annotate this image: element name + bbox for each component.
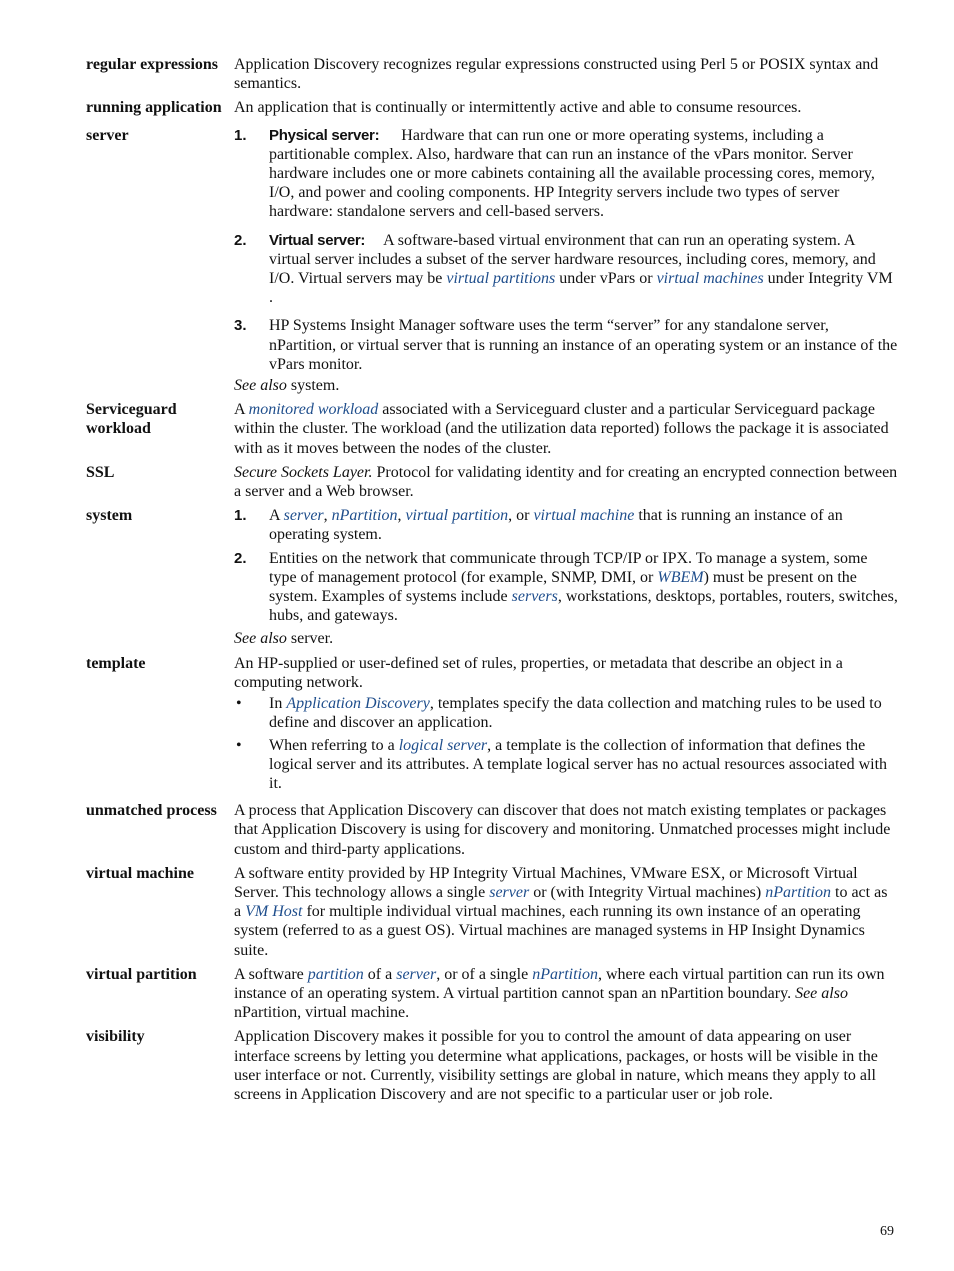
bullet-list: [234, 694, 898, 793]
text-run: ,: [397, 507, 406, 525]
link-partition[interactable]: partition: [307, 965, 364, 983]
list-item: [234, 506, 898, 544]
link-server[interactable]: server: [489, 883, 530, 901]
text-run: , or: [508, 507, 534, 525]
list-item: [234, 549, 898, 626]
glossary-entry-running-application: [86, 98, 898, 117]
term: server: [86, 126, 129, 144]
term: regular expressions: [86, 56, 219, 73]
glossary-entry-virtual-machine: [86, 864, 898, 960]
item-number: 2.: [234, 549, 247, 567]
text-run: for multiple individual virtual machines, each running its own instance of an operating system (referred to as a guest OS). Virtual machines are managed systems in HP Insight Dynamics suite.: [234, 903, 865, 959]
link-monitored-workload[interactable]: monitored workload: [248, 401, 379, 419]
link-npartition[interactable]: nPartition: [765, 883, 831, 901]
definition: [234, 463, 898, 501]
item-body: [269, 506, 898, 544]
definition: [234, 400, 898, 458]
definition: [234, 654, 898, 796]
numbered-list: [234, 126, 898, 374]
link-virtual-partition[interactable]: virtual partition: [405, 507, 509, 525]
link-virtual-partitions[interactable]: virtual partitions: [446, 270, 556, 288]
definition: [234, 801, 898, 859]
list-item: [234, 231, 898, 308]
text-run: A software: [234, 965, 308, 983]
term: template: [86, 654, 146, 672]
see-also-text: nPartition, virtual machine.: [234, 1004, 410, 1022]
text-run: of a: [363, 965, 397, 983]
item-number: 1.: [234, 126, 247, 144]
glossary-entry-regular-expressions: [86, 55, 898, 93]
glossary-entry-serviceguard-workload: [86, 400, 898, 458]
text-run: A: [269, 507, 284, 525]
item-body: [269, 736, 898, 794]
glossary-entry-unmatched-process: [86, 801, 898, 859]
link-npartition[interactable]: nPartition: [532, 965, 598, 983]
list-item: [234, 126, 898, 222]
definition-text: An HP-supplied or user-defined set of rules, properties, or metadata that describe an object in a computing network.: [234, 654, 843, 691]
item-text: Hardware that can run one or more operating systems, including a partitionable complex. Also, hardware that can run an instance of the vPars monitor. Server hardware includes one or more cabinets containing all the available processing cores, memory, I/O, and power and cooling components. HP Integrity servers include two types of server hardware: standalone servers and cell-based servers.: [269, 126, 875, 221]
text-run: ,: [323, 507, 332, 525]
text-run: , or of a single: [436, 965, 533, 983]
list-item: [234, 736, 898, 794]
link-virtual-machines[interactable]: virtual machines: [656, 270, 764, 288]
definition-text: [234, 864, 898, 960]
see-also: [234, 376, 898, 395]
link-wbem[interactable]: WBEM: [657, 568, 704, 586]
glossary-entry-ssl: [86, 463, 898, 501]
item-body: [269, 126, 898, 222]
definition-text: [234, 965, 898, 1023]
item-text: under Integrity VM .: [269, 270, 893, 307]
link-servers[interactable]: servers: [511, 588, 558, 606]
text-run: A: [234, 401, 249, 419]
see-also-label: See also: [234, 630, 287, 648]
definition: [234, 506, 898, 648]
link-npartition[interactable]: nPartition: [331, 507, 398, 525]
text-run: , templates specify the data collection and matching rules to be used to define and discover an application.: [269, 695, 882, 732]
item-body: [269, 694, 898, 732]
term: Serviceguard workload: [86, 401, 177, 438]
term: system: [86, 507, 133, 525]
item-text: HP Systems Insight Manager software uses the term “server” for any standalone server, nPartition, or virtual server that is running an instance of an operating system or an instance of the vPars monitor.: [269, 317, 898, 373]
item-text: under vPars or: [555, 270, 657, 288]
item-body: [269, 549, 898, 626]
term: virtual machine: [86, 864, 194, 882]
text-run: Entities on the network that communicate through TCP/IP or IPX. To manage a system, some type of management protocol (for example, SNMP, DMI, or: [269, 549, 868, 586]
see-also-text: server.: [286, 630, 334, 648]
item-label: Physical server:: [269, 126, 380, 144]
link-vm-host[interactable]: VM Host: [245, 903, 303, 921]
expansion: Secure Sockets Layer.: [234, 463, 373, 481]
text-run: or (with Integrity Virtual machines): [529, 883, 766, 901]
definition-text: An application that is continually or intermittently active and able to consume resources.: [234, 99, 802, 117]
item-number: 2.: [234, 231, 247, 249]
glossary-entry-template: [86, 654, 898, 796]
definition-text: [234, 463, 898, 501]
definition: [234, 126, 898, 396]
text-run: that is running an instance of an operating system.: [269, 507, 843, 544]
term: running application: [86, 99, 222, 117]
item-number: 3.: [234, 317, 247, 335]
item-number: 1.: [234, 507, 247, 525]
term: SSL: [86, 463, 115, 481]
text-run: When referring to a: [269, 736, 399, 754]
link-server[interactable]: server: [396, 965, 437, 983]
text-run: Protocol for validating identity and for creating an encrypted connection between a server and a Web browser.: [234, 463, 898, 501]
page-number: 69: [880, 1224, 894, 1239]
see-also-label: See also: [234, 377, 287, 395]
term: visibility: [86, 1028, 145, 1046]
list-item: [234, 694, 898, 732]
glossary-entry-virtual-partition: [86, 965, 898, 1023]
bullet: •: [236, 736, 242, 754]
definition-text: Application Discovery recognizes regular expressions constructed using Perl 5 or POSIX syntax and semantics.: [234, 56, 879, 93]
see-also-label: See also: [795, 984, 848, 1002]
definition-text: A process that Application Discovery can discover that does not match existing templates or packages that Application Discovery is using for discovery and monitoring. Unmatched processes might include custom and third-party applications.: [234, 802, 891, 858]
definition: [234, 98, 898, 117]
link-logical-server[interactable]: logical server: [398, 736, 488, 754]
see-also: [234, 629, 898, 648]
definition: [234, 864, 898, 960]
link-server[interactable]: server: [283, 507, 324, 525]
glossary-entry-visibility: [86, 1027, 898, 1104]
numbered-list: [234, 506, 898, 625]
definition: [234, 965, 898, 1023]
text-run: to act as a: [234, 883, 888, 921]
text-run: , where each virtual partition can run its own instance of an operating system. A virtual partition cannot span an nPartition boundary.: [234, 965, 885, 1002]
text-run: , workstations, desktops, portables, routers, switches, hubs, and gateways.: [269, 588, 898, 625]
glossary-list: [86, 55, 898, 1109]
text-run: associated with a Serviceguard cluster and a particular Serviceguard package within the cluster. The workload (and the utilization data reported) follows the package it is associated with as it moves between the nodes of the cluster.: [234, 401, 889, 457]
term: virtual partition: [86, 965, 197, 983]
definition: [234, 1027, 898, 1104]
definition: [234, 55, 898, 93]
see-also-text: system.: [286, 377, 340, 395]
glossary-entry-system: [86, 506, 898, 648]
item-body: [269, 231, 898, 308]
link-application-discovery[interactable]: Application Discovery: [286, 695, 430, 713]
text-run: , a template is the collection of information that defines the logical server and its attributes. A template logical server has no actual resources associated with it.: [269, 736, 888, 792]
text-run: A software entity provided by HP Integrity Virtual Machines, VMware ESX, or Microsoft Virtual Server. This technology allows a single: [234, 864, 858, 901]
text-run: In: [269, 695, 287, 713]
text-run: ) must be present on the system. Examples of systems include: [269, 568, 857, 606]
bullet: •: [236, 695, 242, 713]
item-text: A software-based virtual environment that can run an operating system. A virtual server includes a subset of the server hardware resources, including cores, memory, and I/O. Virtual servers may be: [269, 231, 876, 288]
definition-text: [234, 400, 898, 458]
term: unmatched process: [86, 802, 217, 820]
definition-text: Application Discovery makes it possible for you to control the amount of data appearing on user interface screens by letting you determine what applications, packages, or hosts will be visible in the user interface or not. Currently, visibility settings are global in nature, which means they apply to all screens in Application Discovery and are not specific to a particular user or job role.: [234, 1028, 878, 1103]
list-item: [234, 316, 898, 374]
link-virtual-machine[interactable]: virtual machine: [533, 507, 635, 525]
glossary-entry-server: [86, 126, 898, 396]
item-label: Virtual server:: [269, 231, 366, 249]
